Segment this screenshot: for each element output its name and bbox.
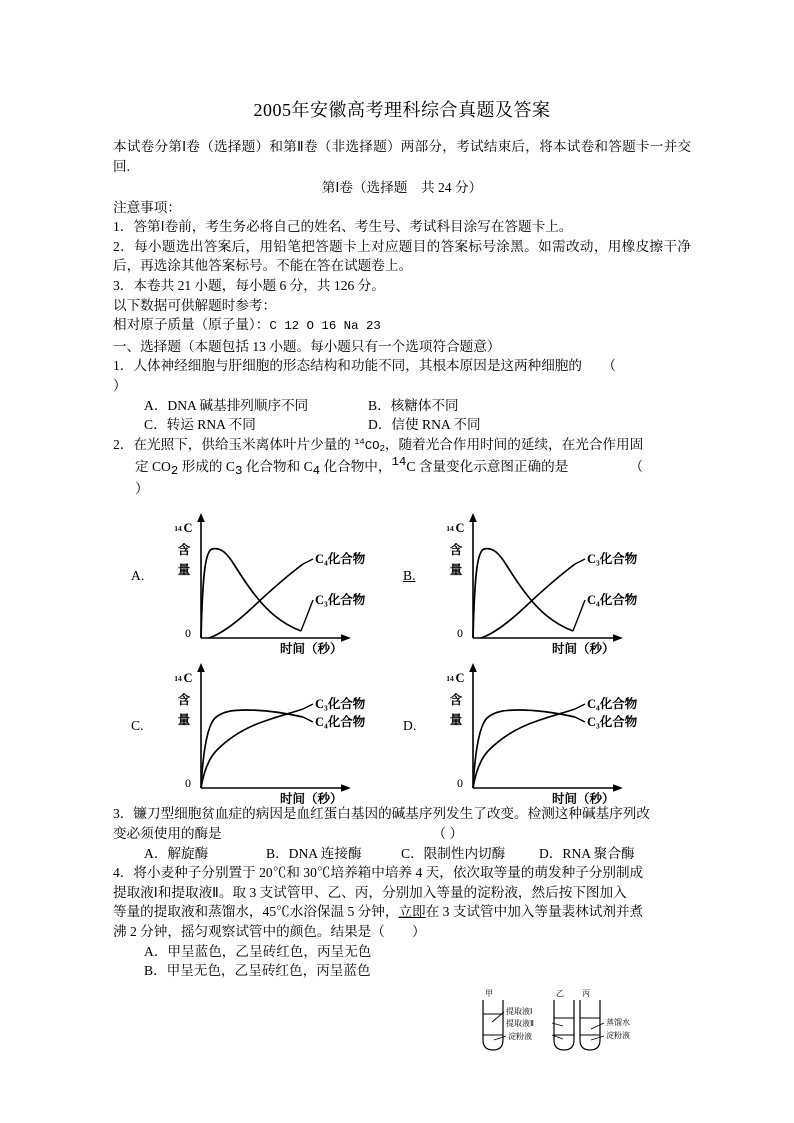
- chart-b-curve-fall: [473, 549, 573, 638]
- q2b-b: 形成的 C: [178, 459, 235, 475]
- chart-d-y-arrow-icon: [469, 663, 477, 672]
- q2b-sub1: 2: [170, 464, 179, 479]
- atomic-mass-line: [113, 315, 691, 337]
- notice-item-1: 1．答第Ⅰ卷前，考生务必将自己的姓名、考生号、考试科目涂写在答题卡上。: [113, 219, 573, 235]
- question-2-number: 2．: [113, 436, 134, 452]
- question-4-stem-line-4: 沸 2 分钟，摇匀观察试管中的颜色。结果是（ ）: [113, 924, 426, 940]
- tube-jia: [483, 989, 503, 1050]
- test-tube-figure: [470, 982, 660, 1079]
- atomic-mass-values: C 12 O 16 Na 23: [269, 319, 381, 334]
- chart-d-curve-fast: [473, 710, 575, 788]
- chart-d: [403, 656, 675, 804]
- chart-a-ylabel-char-2: 量: [177, 563, 191, 578]
- question-4-stem-line-1: [113, 863, 691, 883]
- option-4b[interactable]: B．甲呈无色，乙呈砖红色，丙呈蓝色: [144, 963, 371, 979]
- chart-c-ylabel-char-2: 量: [177, 713, 191, 728]
- tube-leader-3: [494, 1036, 506, 1040]
- q2b-c: 化合物和 C: [242, 459, 313, 475]
- chart-d-ylabel-iso: 14: [446, 674, 454, 684]
- question-1-stem: [113, 356, 691, 376]
- chart-c-letter: C.: [131, 718, 144, 734]
- page-title: 2005年安徽高考理科综合真题及答案: [253, 100, 551, 120]
- chart-c-ylabel-char-1: 含: [177, 693, 191, 708]
- chart-a-curve-fall: [201, 549, 301, 638]
- tube-leader-6: [591, 1036, 604, 1040]
- chart-d-ylabel-char-1: 含: [449, 693, 463, 708]
- tube-jia-outline: [483, 1000, 503, 1050]
- notice-item-3: 3．本卷共 21 小题，每小题 6 分，共 126 分。: [113, 277, 385, 293]
- question-1-bracket-open: （: [609, 358, 616, 374]
- question-4-text-3b: 在 3 支试管中加入等量裴林试剂并煮: [425, 904, 644, 920]
- chart-c-x-arrow-icon: [341, 785, 351, 793]
- chart-a-leader-1: [303, 559, 313, 564]
- chart-b-origin-label: 0: [457, 626, 463, 641]
- question-1-text: 人体神经细胞与肝细胞的形态结构和功能不同，其根本原因是这两种细胞的: [133, 358, 582, 374]
- q2-text-c: ，随着光合作用时间的延续，在光合作用固: [384, 436, 644, 452]
- chart-d-leader-1: [575, 704, 585, 709]
- chart-a-x-arrow-icon: [341, 635, 351, 643]
- section-header: 第Ⅰ卷（选择题 共 24 分）: [321, 179, 483, 195]
- tube-yi-name: 乙: [556, 989, 564, 998]
- question-3-number: 3．: [113, 806, 134, 822]
- chart-c-leader-2: [303, 717, 313, 722]
- q2b-sub2: 3: [234, 464, 243, 479]
- tube-yi: [554, 989, 574, 1050]
- question-1-number: 1．: [113, 358, 134, 374]
- chart-b-ylabel-main: C: [455, 521, 465, 536]
- intro-paragraph: 本试卷分第Ⅰ卷（选择题）和第Ⅱ卷（非选择题）两部分，考试结束后，将本试卷和答题卡一并交回.: [113, 139, 691, 174]
- test-tube-svg: [470, 982, 660, 1074]
- question-1-options-row-2: [113, 415, 691, 435]
- chart-b-ylabel-iso: 14: [446, 524, 454, 534]
- question-3-stem-line-1: [113, 804, 691, 824]
- chart-a-letter: A.: [131, 568, 145, 584]
- option-1a[interactable]: A．DNA 碱基排列顺序不同: [144, 397, 309, 413]
- chart-d-svg: [427, 656, 675, 804]
- chart-d-ylabel-char-2: 量: [449, 713, 463, 728]
- chart-d-letter: D.: [403, 718, 417, 734]
- question-4-text-1: 将小麦种子分别置于 20℃和 30℃培养箱中培养 4 天，依次取等量的萌发种子分别制成: [133, 865, 644, 881]
- chart-c-svg: [155, 656, 403, 804]
- chart-c-series-label-1: C₃化合物: [315, 697, 366, 712]
- q2-text-a: 在光照下，供给玉米离体叶片少量的: [133, 436, 355, 452]
- chart-c-ylabel-main: C: [183, 671, 193, 686]
- chart-c: [131, 656, 403, 804]
- chart-b-series-label-1: C₃化合物: [587, 552, 638, 567]
- option-3d[interactable]: D．RNA 聚合酶: [539, 845, 635, 861]
- q2-co-sub: 2: [379, 443, 385, 454]
- question-4-stem-line-2: 提取液Ⅰ和提取液Ⅱ。取 3 支试管甲、乙、丙，分别加入等量的淀粉液，然后按下图加入: [113, 884, 627, 900]
- question-2-stem-line-2: [113, 457, 691, 479]
- chart-c-leader-1: [303, 704, 313, 709]
- tube-label-distilled-water: 蒸馏水: [606, 1018, 630, 1027]
- chart-c-ylabel-iso: 14: [174, 674, 182, 684]
- question-3-options-row: [113, 844, 691, 864]
- question-2-bracket-close: ）: [135, 480, 149, 496]
- chart-b-xlabel: 时间（秒）: [552, 642, 615, 655]
- chart-b-svg: [427, 506, 675, 654]
- data-note-header: 以下数据可供解题时参考：: [113, 297, 277, 313]
- option-3c[interactable]: C．限制性内切酶: [401, 845, 506, 861]
- chart-d-series-label-2: C₃化合物: [587, 715, 638, 730]
- chart-b-ylabel-char-2: 量: [449, 563, 463, 578]
- chart-b-leader-1: [575, 559, 585, 564]
- question-1-options-row-1: [113, 396, 691, 416]
- question-3-text-2: 变必须使用的酶是: [113, 826, 222, 842]
- tube-bing-outline: [580, 1000, 600, 1050]
- option-1c[interactable]: C．转运 RNA 不同: [144, 417, 256, 433]
- q2-iso-1: 14: [354, 437, 365, 448]
- chart-b-y-arrow-icon: [469, 513, 477, 522]
- question-3-bracket: （ ）: [439, 826, 464, 842]
- chart-a-svg: [155, 506, 403, 654]
- q2b-iso: 14: [391, 455, 407, 470]
- chart-a-leader-2: [301, 600, 313, 631]
- question-4-text-3a: 等量的提取液和蒸馏水，45℃水浴保温 5 分钟，: [113, 904, 399, 920]
- chart-c-curve-fast: [201, 710, 303, 788]
- tube-leader-5: [591, 1023, 604, 1029]
- document-page: [113, 0, 691, 1123]
- tube-bing: [580, 989, 600, 1050]
- chart-b-series-label-2: C₄化合物: [587, 593, 638, 608]
- q2b-d: 化合物中，: [320, 459, 392, 475]
- chart-b-curve-rise: [481, 564, 575, 638]
- chart-d-series-label-1: C₄化合物: [587, 697, 638, 712]
- part-one-header: 一、选择题（本题包括 13 小题。每小题只有一个选项符合题意）: [113, 338, 501, 354]
- tube-bing-name: 丙: [582, 989, 590, 998]
- option-4a[interactable]: A．甲呈蓝色，乙呈砖红色，丙呈无色: [144, 943, 372, 959]
- tube-label-extract-1: 提取液Ⅰ: [506, 1007, 533, 1016]
- chart-a-ylabel-iso: 14: [174, 524, 182, 534]
- chart-c-curve-slow: [201, 709, 303, 788]
- chart-b: [403, 506, 675, 654]
- chart-c-origin-label: 0: [185, 776, 191, 791]
- question-4-number: 4．: [113, 865, 134, 881]
- chart-a-ylabel-main: C: [183, 521, 193, 536]
- q2-co: CO: [364, 438, 380, 453]
- chart-d-xlabel: 时间（秒）: [552, 792, 615, 805]
- option-1d[interactable]: D．信使 RNA 不同: [368, 417, 481, 433]
- chart-b-ylabel-char-1: 含: [449, 543, 463, 558]
- option-3b[interactable]: B．DNA 连接酶: [266, 845, 362, 861]
- q2b-e: C 含量变化示意图正确的是: [406, 459, 569, 475]
- option-1b[interactable]: B．核糖体不同: [368, 397, 459, 413]
- chart-c-xlabel: 时间（秒）: [280, 792, 343, 805]
- notice-item-2: 2．每小题选出答案后，用铅笔把答题卡上对应题目的答案标号涂黑。如需改动，用橡皮擦干净后，再选涂其他答案标号。不能在答在试题卷上。: [113, 238, 691, 274]
- chart-d-ylabel-main: C: [455, 671, 465, 686]
- chart-d-origin-label: 0: [457, 776, 463, 791]
- q2b-sub3: 4: [312, 464, 321, 479]
- tube-label-starch-left: 淀粉液: [508, 1032, 532, 1041]
- chart-a-y-arrow-icon: [197, 513, 205, 522]
- question-3-stem-line-2: [113, 824, 691, 844]
- notice-header: 注意事项：: [113, 199, 181, 215]
- tube-jia-name: 甲: [485, 989, 493, 998]
- chart-a-series-label-2: C₃化合物: [315, 593, 366, 608]
- chart-d-leader-2: [575, 717, 585, 722]
- q2-bracket-open: （: [636, 459, 644, 475]
- chart-d-x-arrow-icon: [613, 785, 623, 793]
- question-2-figure: [113, 504, 691, 804]
- tube-label-starch-right: 淀粉液: [606, 1031, 630, 1040]
- chart-c-series-label-2: C₄化合物: [315, 715, 366, 730]
- chart-a-origin-label: 0: [185, 626, 191, 641]
- chart-b-leader-2: [573, 600, 585, 631]
- chart-b-x-arrow-icon: [613, 635, 623, 643]
- tube-yi-outline: [554, 1000, 574, 1050]
- question-3-text-1: 镰刀型细胞贫血症的病因是血红蛋白基因的碱基序列发生了改变。检测这种碱基序列改: [133, 806, 650, 822]
- question-4-emphasis: 立即: [398, 904, 426, 920]
- chart-b-letter: B.: [403, 568, 416, 584]
- chart-a-series-label-1: C₄化合物: [315, 552, 366, 567]
- tube-label-extract-2: 提取液Ⅱ: [506, 1019, 534, 1028]
- question-4-stem-line-3: [113, 902, 691, 922]
- option-3a[interactable]: A．解旋酶: [144, 845, 209, 861]
- chart-d-curve-slow: [473, 709, 575, 788]
- question-2-stem-line-1: [113, 435, 691, 458]
- q2b-a: 定 CO: [135, 459, 171, 475]
- chart-a: [131, 506, 403, 654]
- atomic-mass-label: 相对原子质量（原子量）：: [113, 317, 270, 333]
- chart-a-xlabel: 时间（秒）: [280, 642, 343, 655]
- chart-c-y-arrow-icon: [197, 663, 205, 672]
- question-1-bracket-close: ）: [113, 377, 127, 393]
- chart-a-curve-rise: [209, 564, 303, 638]
- chart-a-ylabel-char-1: 含: [177, 543, 191, 558]
